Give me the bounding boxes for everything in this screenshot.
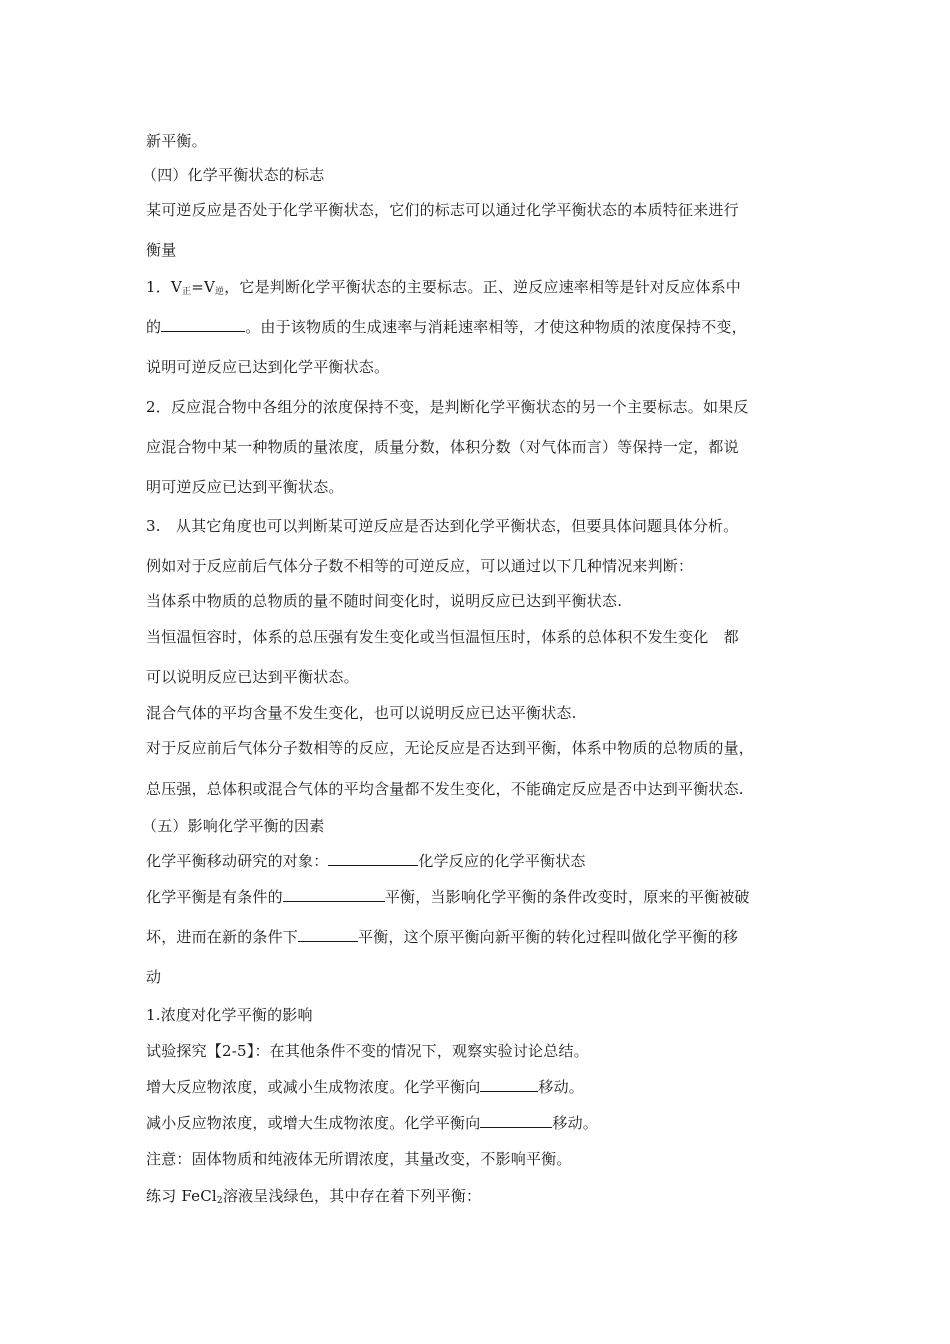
text-fragment: 。由于该物质的生成速率与消耗速率相等，才使这种物质的浓度保持不变， bbox=[245, 318, 747, 336]
text-line: 说明可逆反应已达到化学平衡状态。 bbox=[146, 358, 390, 376]
text-line bbox=[146, 1186, 481, 1211]
fill-in-blank[interactable] bbox=[480, 1077, 538, 1092]
text-fragment: 练习 FeCl bbox=[146, 1187, 217, 1205]
fill-in-blank[interactable] bbox=[283, 887, 385, 902]
text-fragment: 1．V bbox=[146, 278, 182, 296]
subscript: 2 bbox=[216, 1196, 223, 1206]
text-line: 动 bbox=[146, 968, 162, 986]
subscript: 正 bbox=[181, 287, 192, 297]
text-fragment: 增大反应物浓度，或减小生成物浓度。化学平衡向 bbox=[146, 1078, 481, 1096]
text-line: 明可逆反应已达到平衡状态。 bbox=[146, 478, 344, 496]
text-fragment: =V bbox=[191, 278, 215, 296]
text-line bbox=[146, 277, 741, 302]
fill-in-blank[interactable] bbox=[328, 851, 418, 866]
text-line: 试验探究【2-5】：在其他条件不变的情况下，观察实验讨论总结。 bbox=[146, 1042, 589, 1060]
text-line bbox=[146, 927, 738, 947]
fill-in-blank[interactable] bbox=[161, 317, 245, 332]
text-fragment: 的 bbox=[146, 318, 162, 336]
text-fragment: 化学平衡移动研究的对象： bbox=[146, 852, 329, 870]
text-fragment: 坏，进而在新的条件下 bbox=[146, 928, 299, 946]
text-line: 衡量 bbox=[146, 241, 177, 259]
text-line: 可以说明反应已达到平衡状态。 bbox=[146, 668, 359, 686]
text-line: 注意：固体物质和纯液体无所谓浓度，其量改变，不影响平衡。 bbox=[146, 1150, 572, 1168]
text-line: 3. 从其它角度也可以判断某可逆反应是否达到化学平衡状态，但要具体问题具体分析。 bbox=[146, 517, 739, 535]
section-heading-5: （五）影响化学平衡的因素 bbox=[142, 817, 325, 835]
text-line: 混合气体的平均含量不发生变化，也可以说明反应已达平衡状态. bbox=[146, 704, 577, 722]
text-fragment: ，它是判断化学平衡状态的主要标志。正、逆反应速率相等是针对反应体系中 bbox=[224, 278, 742, 296]
text-line bbox=[146, 317, 747, 337]
text-fragment: 化学反应的化学平衡状态 bbox=[418, 852, 586, 870]
text-line: 总压强，总体积或混合气体的平均含量都不发生变化，不能确定反应是否中达到平衡状态. bbox=[146, 780, 744, 798]
text-fragment: 平衡，这个原平衡向新平衡的转化过程叫做化学平衡的移 bbox=[358, 928, 739, 946]
text-line: 新平衡。 bbox=[146, 132, 207, 150]
text-fragment: 溶液呈浅绿色，其中存在着下列平衡： bbox=[222, 1187, 482, 1205]
fill-in-blank[interactable] bbox=[298, 927, 358, 942]
text-line bbox=[146, 887, 750, 907]
text-line: 对于反应前后气体分子数相等的反应，无论反应是否达到平衡，体系中物质的总物质的量， bbox=[146, 739, 755, 757]
text-line bbox=[146, 1113, 598, 1133]
fill-in-blank[interactable] bbox=[480, 1113, 552, 1128]
text-line: 2．反应混合物中各组分的浓度保持不变，是判断化学平衡状态的另一个主要标志。如果反 bbox=[146, 398, 749, 416]
text-line: 当恒温恒容时，体系的总压强有发生变化或当恒温恒压时，体系的总体积不发生变化 都 bbox=[146, 628, 739, 646]
text-fragment: 减小反应物浓度，或增大生成物浓度。化学平衡向 bbox=[146, 1114, 481, 1132]
text-line: 例如对于反应前后气体分子数不相等的可逆反应，可以通过以下几种情况来判断： bbox=[146, 557, 694, 575]
text-fragment: 化学平衡是有条件的 bbox=[146, 888, 283, 906]
text-line: 某可逆反应是否处于化学平衡状态，它们的标志可以通过化学平衡状态的本质特征来进行 bbox=[146, 201, 739, 219]
text-line: 应混合物中某一种物质的量浓度，质量分数，体积分数（对气体而言）等保持一定，都说 bbox=[146, 438, 739, 456]
text-line: 当体系中物质的总物质的量不随时间变化时，说明反应已达到平衡状态. bbox=[146, 592, 623, 610]
text-fragment: 移动。 bbox=[552, 1114, 599, 1132]
text-line bbox=[146, 851, 586, 871]
section-heading-4: （四）化学平衡状态的标志 bbox=[142, 166, 325, 184]
text-fragment: 移动。 bbox=[538, 1078, 585, 1096]
text-line bbox=[146, 1077, 584, 1097]
subsection-heading: 1.浓度对化学平衡的影响 bbox=[146, 1006, 313, 1024]
subscript: 逆 bbox=[215, 287, 225, 297]
text-fragment: 平衡，当影响化学平衡的条件改变时，原来的平衡被破 bbox=[384, 888, 750, 906]
